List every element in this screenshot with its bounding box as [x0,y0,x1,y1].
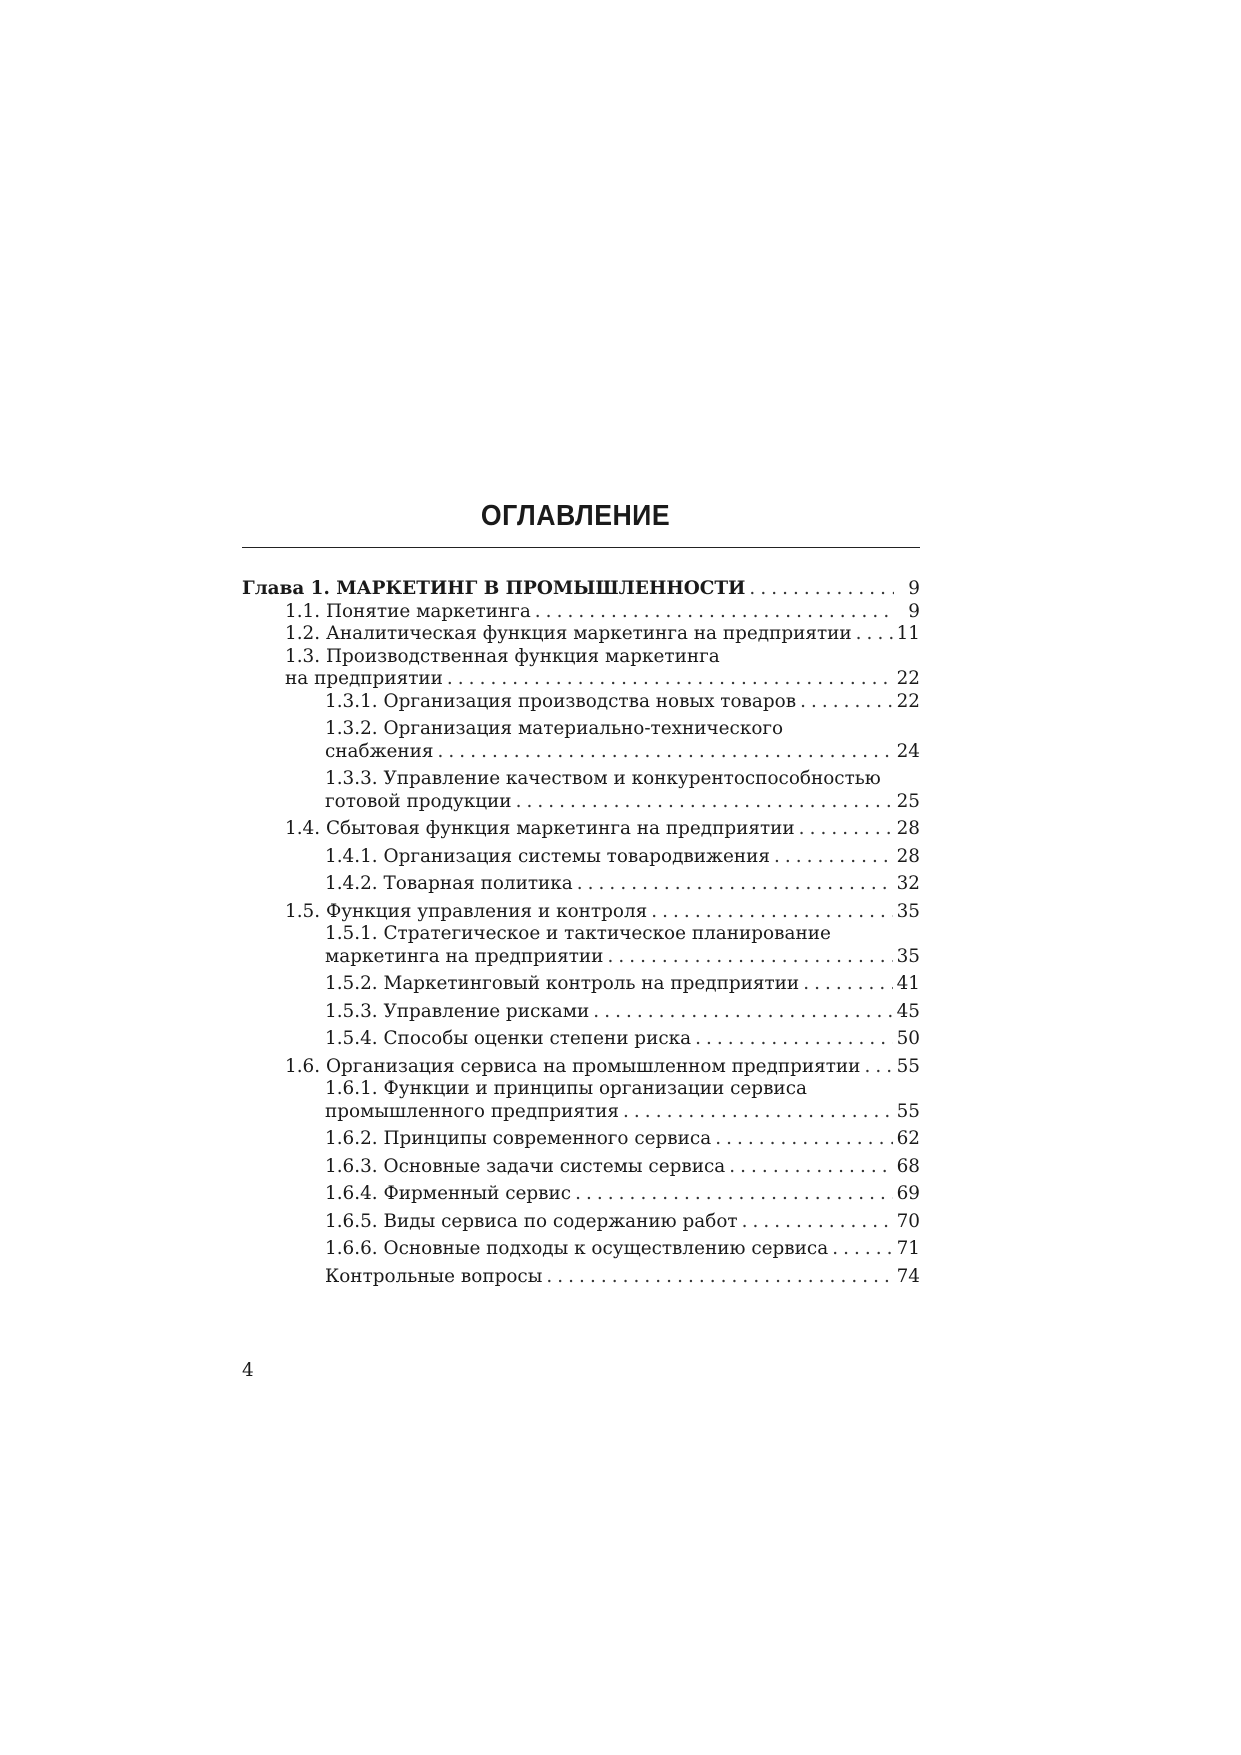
leader-dots [856,623,893,646]
toc-page-number: 35 [896,945,920,967]
toc-entry-label-line1: 1.5.1. Стратегическое и тактическое планирование [325,923,831,944]
title-rule [242,547,920,548]
toc-page-number: 9 [908,600,920,622]
toc-entry-label-line1: 1.3. Производственная функция маркетинга [285,645,720,667]
toc-section-1-4-2[interactable] [242,873,920,896]
toc-chapter-1[interactable] [242,578,920,601]
toc-entry-label: 1.4.2. Товарная политика [325,873,573,894]
toc-section-1-3-2[interactable] [242,718,920,763]
leader-dots [447,668,893,691]
toc-entry-label: 1.5. Функция управления и контроля [285,900,648,922]
leader-dots [438,741,893,764]
toc-section-1-5-4[interactable] [242,1028,920,1051]
toc-section-1-3-1[interactable] [242,691,920,714]
leader-dots [799,818,893,841]
toc-page-number: 25 [896,790,920,812]
toc-entry-label: 1.6.3. Основные задачи системы сервиса [325,1155,726,1177]
toc-entry-label-line2: на предприятии [285,668,443,689]
leader-dots [651,901,892,924]
table-of-contents [242,578,920,1288]
toc-section-1-3-3[interactable] [242,768,920,813]
toc-entry-label: Контрольные вопросы [325,1265,543,1287]
leader-dots [577,873,893,896]
toc-section-1-2[interactable] [242,623,920,646]
toc-section-1-5[interactable] [242,901,920,924]
toc-page-number: 32 [896,873,920,894]
toc-section-1-1[interactable] [242,601,920,624]
toc-page-number: 68 [896,1155,920,1177]
toc-page-number: 70 [896,1210,920,1232]
toc-entry-label-line2: готовой продукции [325,790,512,812]
leader-dots [607,946,892,969]
toc-page-number: 69 [896,1183,920,1204]
leader-dots [803,973,892,996]
toc-entry-label: 1.6. Организация сервиса на промышленном предприятии [285,1055,861,1077]
toc-entry-label: 1.5.2. Маркетинговый контроль на предприятии [325,973,800,994]
leader-dots [575,1183,893,1206]
toc-page-number: 50 [896,1028,920,1049]
toc-entry-label: 1.4.1. Организация системы товародвижения [325,845,770,867]
toc-entry-label: 1.6.2. Принципы современного сервиса [325,1128,712,1149]
leader-dots [749,578,894,601]
toc-entry-label: 1.2. Аналитическая функция маркетинга на предприятии [285,623,852,644]
leader-dots [800,691,893,714]
toc-section-1-6[interactable] [242,1056,920,1079]
toc-entry-label-line1: 1.3.2. Организация материально-технического [325,718,784,739]
toc-page-number: 41 [896,973,920,994]
toc-control-questions[interactable] [242,1266,920,1289]
toc-entry-label: 1.5.4. Способы оценки степени риска [325,1028,692,1049]
toc-section-1-6-3[interactable] [242,1156,920,1179]
toc-page-number: 28 [896,845,920,867]
toc-page-number: 71 [896,1238,920,1259]
toc-page-number: 74 [896,1265,920,1287]
toc-entry-label: 1.6.4. Фирменный сервис [325,1183,572,1204]
toc-section-1-6-1[interactable] [242,1078,920,1123]
toc-page-number: 55 [896,1055,920,1077]
toc-page-number: 35 [896,900,920,922]
toc-section-1-6-5[interactable] [242,1211,920,1234]
toc-page-number: 9 [908,578,920,599]
toc-section-1-4[interactable] [242,818,920,841]
leader-dots [864,1056,892,1079]
toc-entry-label: 1.6.5. Виды сервиса по содержанию работ [325,1210,738,1232]
leader-dots [593,1001,892,1024]
toc-entry-label: 1.6.6. Основные подходы к осуществлению сервиса [325,1238,829,1259]
toc-entry-label: Глава 1. МАРКЕТИНГ В ПРОМЫШЛЕННОСТИ [242,578,746,599]
toc-entry-label: 1.1. Понятие маркетинга [285,600,531,622]
leader-dots [729,1156,892,1179]
toc-page-number: 62 [896,1128,920,1149]
toc-section-1-5-2[interactable] [242,973,920,996]
leader-dots [742,1211,893,1234]
toc-page-number: 28 [896,818,920,839]
page-title: ОГЛАВЛЕНИЕ [480,500,671,532]
leader-dots [516,791,893,814]
toc-entry-label: 1.4. Сбытовая функция маркетинга на предприятии [285,818,795,839]
leader-dots [535,601,894,624]
toc-page-number: 45 [896,1000,920,1022]
toc-entry-label: 1.5.3. Управление рисками [325,1000,590,1022]
page-number: 4 [242,1360,254,1381]
toc-page-number: 22 [896,668,920,689]
toc-entry-label-line2: маркетинга на предприятии [325,945,604,967]
toc-section-1-4-1[interactable] [242,846,920,869]
toc-section-1-6-4[interactable] [242,1183,920,1206]
toc-entry-label-line1: 1.6.1. Функции и принципы организации сервиса [325,1078,807,1099]
leader-dots [774,846,893,869]
leader-dots [715,1128,892,1151]
toc-section-1-6-6[interactable] [242,1238,920,1261]
toc-section-1-6-2[interactable] [242,1128,920,1151]
leader-dots [546,1266,892,1289]
toc-page-number: 22 [896,690,920,712]
toc-entry-label-line2: промышленного предприятия [325,1100,620,1122]
toc-section-1-5-1[interactable] [242,923,920,968]
leader-dots [695,1028,892,1051]
leader-dots [832,1238,892,1261]
toc-entry-label-line1: 1.3.3. Управление качеством и конкурентоспособностью [325,768,881,789]
toc-page-number: 24 [896,740,920,762]
leader-dots [623,1101,893,1124]
toc-section-1-5-3[interactable] [242,1001,920,1024]
toc-page-number: 11 [896,623,920,644]
toc-page-number: 55 [896,1100,920,1122]
toc-entry-label: 1.3.1. Организация производства новых товаров [325,690,797,712]
toc-entry-label-line2: снабжения [325,740,434,762]
toc-section-1-3[interactable] [242,646,920,691]
